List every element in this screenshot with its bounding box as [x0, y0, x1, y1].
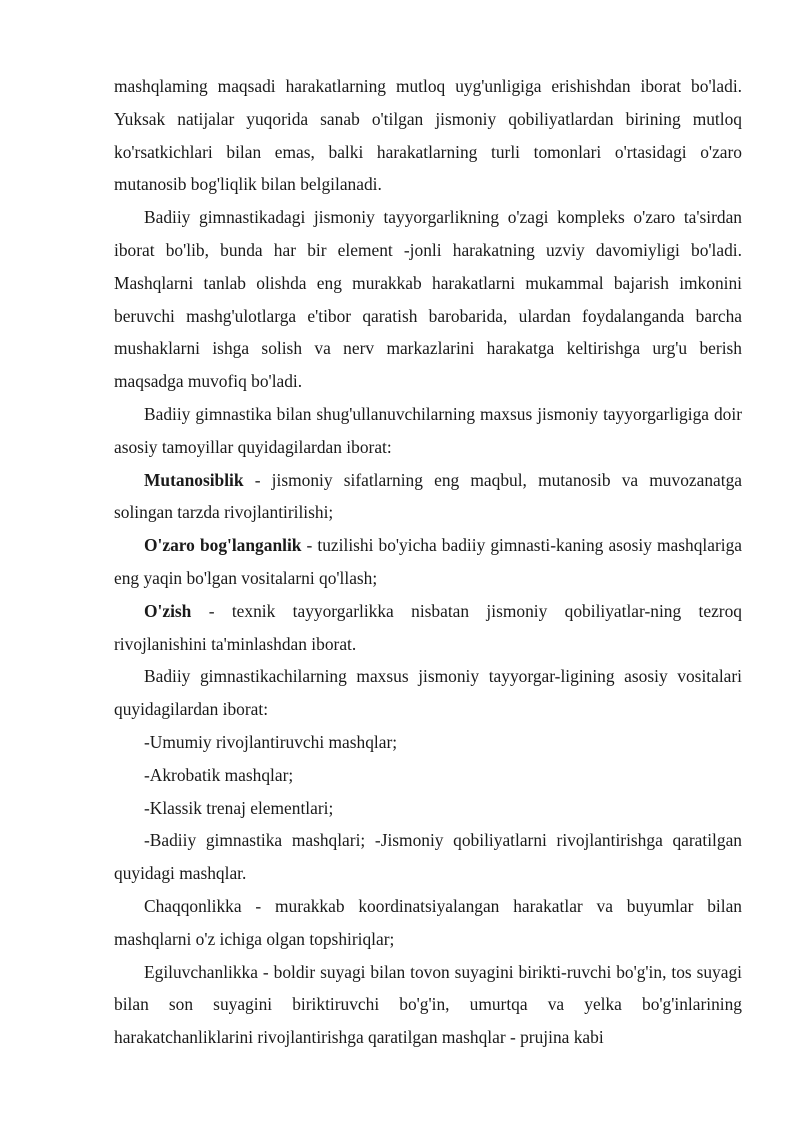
list-item-general-exercises: -Umumiy rivojlantiruvchi mashqlar;	[144, 731, 398, 752]
paragraph-principle-proportionality	[114, 464, 742, 530]
definition-interconnection: - tuzilishi bo'yicha badiiy gimnasti-kaning asosiy mashqlariga eng yaqin bo'lgan vositalarni qo'llash;	[114, 535, 742, 588]
term-advancement: O'zish	[144, 600, 192, 621]
paragraph-principle-advancement	[114, 595, 742, 661]
paragraph-principles-intro: Badiiy gimnastika bilan shug'ullanuvchilarning maxsus jismoniy tayyorgarligiga doir asosiy tamoyillar quyidagilardan iborat:	[114, 403, 742, 457]
paragraph-flexibility: Egiluvchanlikka - boldir suyagi bilan tovon suyagini birikti-ruvchi bo'g'in, tos suyagi bilan son suyagini biriktiruvchi bo'g'in, umurtqa va yelka bo'g'inlarining harakatchanliklarini rivojlantirishga qaratilgan mashqlar - prujina kabi	[114, 961, 742, 1048]
term-proportionality: Mutanosiblik	[144, 469, 244, 490]
list-item-gymnastics-exercises: -Badiiy gimnastika mashqlari; -Jismoniy qobiliyatlarni rivojlantirishga qaratilgan quyidagi mashqlar.	[114, 830, 742, 884]
paragraph-principle-interconnection	[114, 529, 742, 595]
term-interconnection: O'zaro bog'langanlik	[144, 535, 302, 556]
list-item-acrobatic-exercises: -Akrobatik mashqlar;	[144, 764, 294, 785]
definition-proportionality: - jismoniy sifatlarning eng maqbul, mutanosib va muvozanatga solingan tarzda rivojlantirilishi;	[114, 469, 742, 523]
paragraph-continuation: mashqlaming maqsadi harakatlarning mutloq uyg'unligiga erishishdan iborat bo'ladi. Yuksak natijalar yuqorida sanab o'tilgan jismoniy qobiliyatlardan birining mutloq ko'rsatkichlari bilan emas, balki harakatlarning turli tomonlari o'rtasidagi o'zaro mutanosib bog'liqlik bilan belgilanadi.	[114, 76, 742, 195]
definition-advancement: - texnik tayyorgarlikka nisbatan jismoniy qobiliyatlar-ning tezroq rivojlanishini ta'minlashdan iborat.	[114, 600, 742, 654]
list-item-classic-training: -Klassik trenaj elementlari;	[144, 797, 334, 818]
paragraph-agility: Chaqqonlikka - murakkab koordinatsiyalangan harakatlar va buyumlar bilan mashqlarni o'z ichiga olgan topshiriqlar;	[114, 895, 742, 949]
paragraph-physical-preparation: Badiiy gimnastikadagi jismoniy tayyorgarlikning o'zagi kompleks o'zaro ta'sirdan iborat bo'lib, bunda har bir element -jonli harakatning uzviy davomiyligi bo'ladi. Mashqlarni tanlab olishda eng murakkab harakatlarni mukammal bajarish imkonini beruvchi mashg'ulotlarga e'tibor qaratish barobarida, ulardan foydalanganda barcha mushaklarni ishga solish va nerv markazlarini harakatga keltirishga urg'u berish maqsadga muvofiq bo'ladi.	[114, 207, 742, 392]
document-page	[114, 70, 742, 1054]
paragraph-means-intro: Badiiy gimnastikachilarning maxsus jismoniy tayyorgar-ligining asosiy vositalari quyidagilardan iborat:	[114, 666, 742, 720]
